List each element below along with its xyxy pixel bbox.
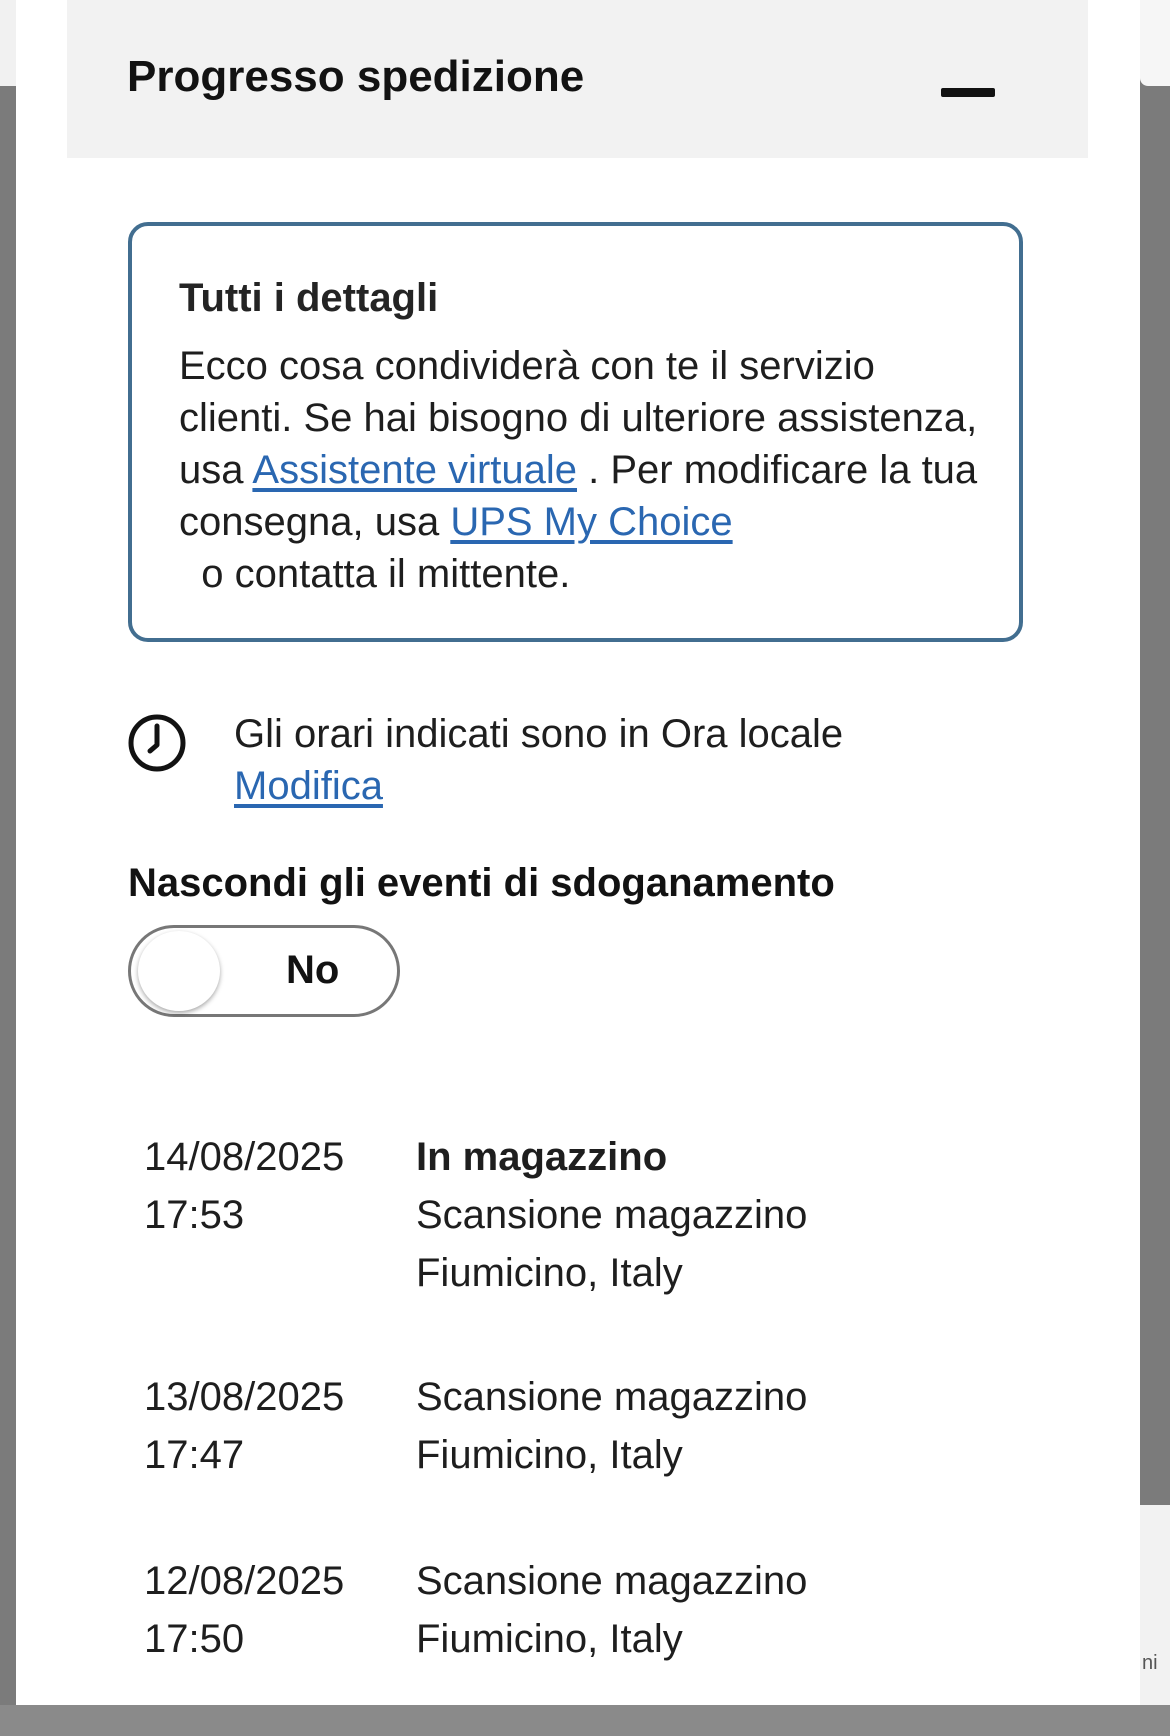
info-text-part3: o contatta il mittente. xyxy=(179,552,571,596)
hide-customs-toggle[interactable] xyxy=(128,925,400,1017)
event-activity: Scansione magazzino xyxy=(416,1193,808,1237)
local-time-text: Gli orari indicati sono in Ora locale xyxy=(234,712,844,756)
event-activity: Scansione magazzino xyxy=(416,1375,808,1419)
tracking-events-list xyxy=(144,1128,1044,1736)
virtual-assistant-link[interactable]: Assistente virtuale xyxy=(252,448,577,492)
panel-header[interactable] xyxy=(67,0,1088,158)
collapse-button[interactable] xyxy=(937,72,997,112)
event-date: 14/08/2025 xyxy=(144,1135,345,1179)
local-time-note xyxy=(234,708,843,812)
event-status: In magazzino xyxy=(416,1135,668,1179)
backdrop-left xyxy=(0,0,16,1705)
event-datetime xyxy=(144,1128,394,1244)
ups-my-choice-link[interactable]: UPS My Choice xyxy=(450,500,733,544)
info-text-part2: . Per modificare la tua consegna, usa xyxy=(179,448,978,544)
event-description xyxy=(416,1552,807,1668)
event-time: 17:50 xyxy=(144,1617,245,1661)
event-datetime xyxy=(144,1368,394,1484)
backdrop-edge-text: ni xyxy=(1142,1652,1158,1674)
event-date: 13/08/2025 xyxy=(144,1375,345,1419)
shipment-progress-panel xyxy=(16,0,1140,1705)
info-box-text xyxy=(179,340,979,600)
backdrop-card-left xyxy=(0,0,16,86)
toggle-state: No xyxy=(286,948,340,992)
event-activity: Scansione magazzino xyxy=(416,1559,808,1603)
event-time: 17:53 xyxy=(144,1193,245,1237)
event-location: Fiumicino, Italy xyxy=(416,1433,683,1477)
tracking-event xyxy=(144,1552,1044,1736)
info-text-part1: Ecco cosa condividerà con te il servizio clienti. Se hai bisogno di ulteriore assistenza, usa xyxy=(179,344,978,492)
minus-icon xyxy=(941,88,995,97)
backdrop-right xyxy=(1140,0,1170,1705)
tracking-event xyxy=(144,1368,1044,1552)
clock-icon xyxy=(126,712,188,774)
backdrop-card-bottom xyxy=(1140,1505,1170,1705)
event-time: 17:47 xyxy=(144,1433,245,1477)
info-box-title: Tutti i dettagli xyxy=(179,276,439,320)
panel-title: Progresso spedizione xyxy=(127,52,585,101)
event-description xyxy=(416,1368,807,1484)
tracking-event xyxy=(144,1128,1044,1368)
event-datetime xyxy=(144,1552,394,1668)
event-date: 12/08/2025 xyxy=(144,1559,345,1603)
event-location: Fiumicino, Italy xyxy=(416,1617,683,1661)
backdrop-card-top xyxy=(1140,0,1170,86)
event-location: Fiumicino, Italy xyxy=(416,1251,683,1295)
details-info-box xyxy=(128,222,1023,642)
change-timezone-link[interactable]: Modifica xyxy=(234,764,383,808)
toggle-knob xyxy=(138,931,220,1011)
event-description xyxy=(416,1128,807,1302)
hide-customs-label: Nascondi gli eventi di sdoganamento xyxy=(128,861,835,905)
